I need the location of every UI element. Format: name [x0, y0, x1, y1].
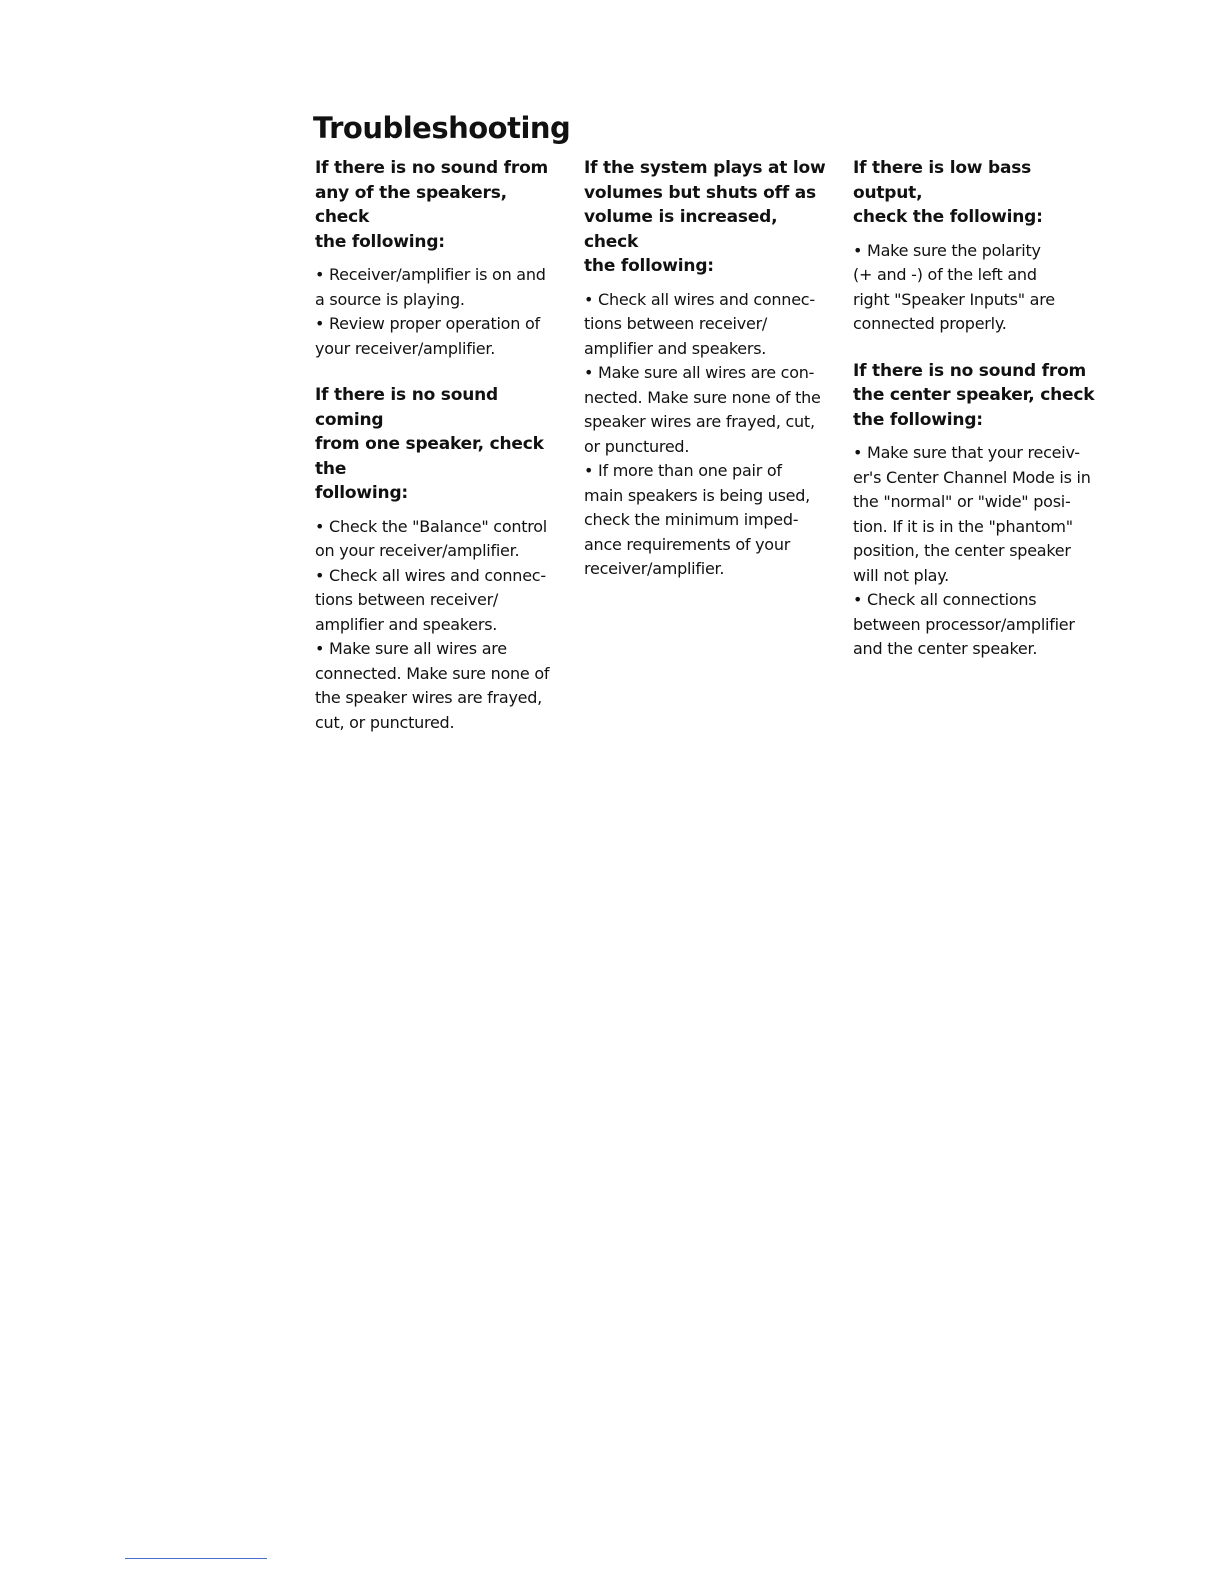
- section-low-bass-output: [853, 156, 1103, 337]
- page-title: Troubleshooting: [313, 111, 571, 145]
- checklist-item: • Make sure that your receiv- er's Center Channel Mode is in the "normal" or "wide" posi- tion. If it is in the "phantom" position, the center speaker will not play.: [853, 443, 1091, 585]
- section-no-sound-center-speaker: [853, 359, 1103, 662]
- checklist-item: • Make sure all wires are connected. Make sure none of the speaker wires are frayed, cut, or punctured.: [315, 639, 550, 732]
- checklist-item: • Review proper operation of your receiver/amplifier.: [315, 314, 540, 358]
- section-shuts-off-at-volume: [584, 156, 834, 582]
- column-1: [315, 156, 565, 757]
- section-no-sound-one-speaker: [315, 383, 565, 735]
- section-heading: If there is low bass output, check the following:: [853, 158, 1043, 227]
- section-no-sound-any-speaker: [315, 156, 565, 361]
- checklist-item: • Receiver/amplifier is on and a source is playing.: [315, 265, 546, 309]
- checklist-item: • Check the "Balance" control on your receiver/amplifier.: [315, 516, 547, 560]
- checklist-item: • Make sure all wires are con- nected. Make sure none of the speaker wires are frayed, cut, or punctured.: [584, 363, 821, 456]
- section-heading: If there is no sound coming from one speaker, check the following:: [315, 385, 544, 503]
- checklist-item: • If more than one pair of main speakers is being used, check the minimum imped- ance requirements of your receiver/amplifier.: [584, 461, 810, 578]
- section-heading: If there is no sound from the center speaker, check the following:: [853, 360, 1095, 430]
- column-2: [584, 156, 834, 604]
- section-heading: If the system plays at low volumes but shuts off as volume is increased, check the following:: [584, 158, 826, 276]
- checklist-item: • Check all wires and connec- tions between receiver/ amplifier and speakers.: [315, 565, 546, 634]
- checklist-item: • Check all wires and connec- tions between receiver/ amplifier and speakers.: [584, 289, 815, 358]
- column-3: [853, 156, 1103, 684]
- checklist-item: • Make sure the polarity (+ and -) of the left and right "Speaker Inputs" are connected properly.: [853, 240, 1055, 333]
- checklist-item: • Check all connections between processor/amplifier and the center speaker.: [853, 590, 1075, 658]
- section-heading: If there is no sound from any of the speakers, check the following:: [315, 158, 549, 252]
- footer-rule: [125, 1558, 267, 1559]
